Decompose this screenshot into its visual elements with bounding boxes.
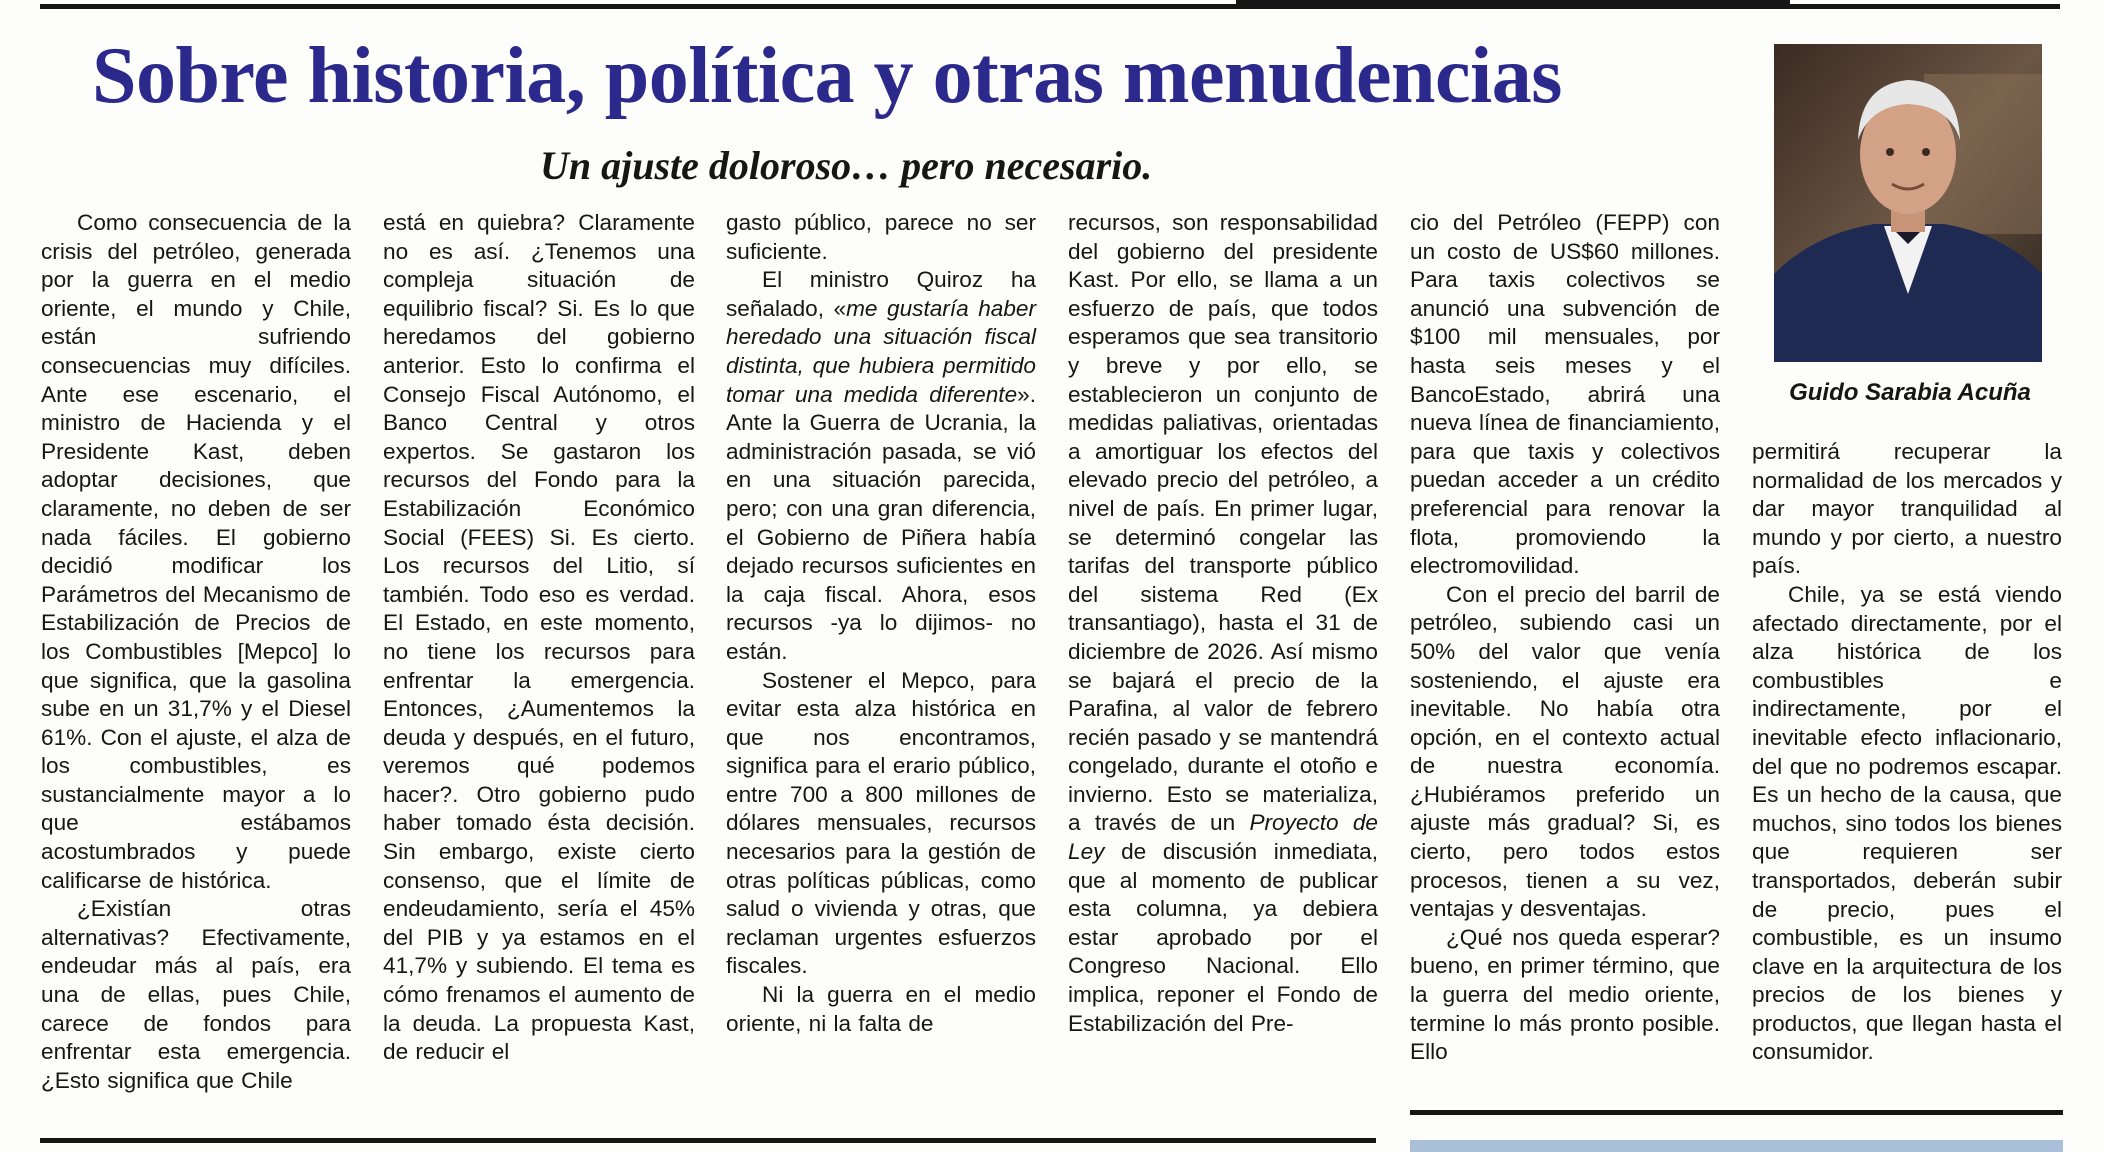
author-portrait-icon bbox=[1774, 44, 2042, 362]
paragraph: gasto público, parece no ser suficiente. bbox=[726, 210, 1036, 264]
paragraph-quote bbox=[726, 266, 1036, 666]
paragraph: Chile, ya se está viendo afectado directamente, por el alza histórica de los combustibles e indirectamente, por el inevitable efecto inflacionario, del que no podremos escapar. Es un hecho de la causa, que muchos, sino todos los bienes que requieren ser transportados, deberán subir de precio, pues el combustible, es un insumo clave en la arquitectura de los precios de los bienes y productos, que llegan hasta el consumidor. bbox=[1752, 581, 2062, 1065]
author-caption: Guido Sarabia Acuña bbox=[1789, 379, 2031, 406]
headline: Sobre historia, política y otras menudencias bbox=[92, 32, 1562, 120]
author-photo bbox=[1774, 44, 2042, 362]
article-column-3 bbox=[726, 209, 1036, 1038]
italic-text: Proyecto de Ley bbox=[1068, 810, 1378, 865]
quote-outro: ». Ante la Guerra de Ucrania, la administración pasada, se vió en una situación parecida, pero; con una gran diferencia, el Gobierno de Piñera había dejado recursos suficientes en la caja fiscal. Ahora, esos recursos -ya lo dijimos- no están. bbox=[726, 381, 1036, 664]
text-run: recursos, son responsabilidad del gobierno del presidente Kast. Por ello, se llama a un esfuerzo de país, que todos esperamos que sea transitorio y breve y por ello, se establecieron un conjunto de medidas paliativas, orientadas a amortiguar los efectos del elevado precio del petróleo, a nivel de país. En primer lugar, se determinó congelar las tarifas del transporte público del sistema Red (Ex transantiago), hasta el 31 de diciembre de 2026. Así mismo se bajará el precio de la Parafina, al valor de febrero recién pasado y se mantendrá congelado, durante el otoño e invierno. Esto se materializa, a través de un bbox=[1068, 210, 1378, 836]
quote-intro: El ministro Quiroz ha señalado, « bbox=[726, 267, 1036, 321]
paragraph bbox=[1068, 209, 1378, 1038]
top-rule-block bbox=[1236, 0, 1790, 8]
next-image-edge bbox=[1410, 1140, 2063, 1152]
paragraph: ¿Existían otras alternativas? Efectivamente, endeudar más al país, era una de ellas, pues Chile, carece de fondos para enfrentar esta emergencia. ¿Esto significa que Chile bbox=[41, 896, 351, 1093]
column-rule bbox=[1410, 1110, 2063, 1115]
subheadline: Un ajuste doloroso… pero necesario. bbox=[540, 143, 1153, 188]
article-column-6 bbox=[1752, 438, 2062, 1067]
article-column-5 bbox=[1410, 209, 1720, 1067]
article-column-4 bbox=[1068, 209, 1378, 1038]
paragraph: Con el precio del barril de petróleo, subiendo casi un 50% del valor que venía sosteniendo, el ajuste era inevitable. No había otra opción, en el contexto actual de nuestra economía. ¿Hubiéramos preferido un ajuste más gradual? Si, es cierto, pero todos estos procesos, tienen a su vez, ventajas y desventajas. bbox=[1410, 581, 1720, 922]
article-column-2 bbox=[383, 209, 695, 1067]
bottom-rule bbox=[40, 1138, 1376, 1143]
paragraph: Sostener el Mepco, para evitar esta alza histórica en que nos encontramos, significa para el erario público, entre 700 a 800 millones de dólares mensuales, recursos necesarios para la gestión de otras políticas públicas, como salud o vivienda y otras, que reclaman urgentes esfuerzos fiscales. bbox=[726, 667, 1036, 979]
paragraph: Como consecuencia de la crisis del petróleo, generada por la guerra en el medio oriente, el mundo y Chile, están sufriendo consecuencias muy difíciles. Ante ese escenario, el ministro de Hacienda y el Presidente Kast, deben adoptar decisiones, que claramente, no deben de ser nada fáciles. El gobierno decidió modificar los Parámetros del Mecanismo de Estabilización de Precios de los Combustibles [Mepco] lo que significa, que la gasolina sube en un 31,7% y el Diesel 61%. Con el ajuste, el alza de los combustibles, es sustancialmente mayor a lo que estábamos acostumbrados y puede calificarse de histórica. bbox=[41, 210, 351, 893]
paragraph: cio del Petróleo (FEPP) con un costo de US$60 millones. Para taxis colectivos se anunció una subvención de $100 mil mensuales, por hasta seis meses y el BancoEstado, abrirá una nueva línea de financiamiento, para que taxis y colectivos puedan acceder a un crédito preferencial para renovar la flota, promoviendo la electromovilidad. bbox=[1410, 210, 1720, 579]
paragraph: está en quiebra? Claramente no es así. ¿Tenemos una compleja situación de equilibrio fiscal? Si. Es lo que heredamos del gobierno anterior. Esto lo confirma el Consejo Fiscal Autónomo, el Banco Central y otros expertos. Se gastaron los recursos del Fondo para la Estabilización Económico Social (FEES) Si. Es cierto. Los recursos del Litio, sí también. Todo eso es verdad. El Estado, en este momento, no tiene los recursos para enfrentar la emergencia. Entonces, ¿Aumentemos la deuda y después, en el futuro, veremos qué podemos hacer?. Otro gobierno pudo haber tomado ésta decisión. Sin embargo, existe cierto consenso, que el límite de endeudamiento, sería el 45% del PIB y ya estamos en el 41,7% y subiendo. El tema es cómo frenamos el aumento de la deuda. La propuesta Kast, de reducir el bbox=[383, 210, 695, 1065]
paragraph: permitirá recuperar la normalidad de los mercados y dar mayor tranquilidad al mundo y por cierto, a nuestro país. bbox=[1752, 439, 2062, 579]
quote-text: me gustaría haber heredado una situación fiscal distinta, que hubiera permitido tomar una medida diferente bbox=[726, 295, 1036, 407]
article-column-1 bbox=[41, 209, 351, 1095]
paragraph: ¿Qué nos queda esperar? bueno, en primer término, que la guerra del medio oriente, termine lo más pronto posible. Ello bbox=[1410, 924, 1720, 1065]
paragraph: Ni la guerra en el medio oriente, ni la falta de bbox=[726, 982, 1036, 1036]
text-run: de discusión inmediata, que al momento de publicar esta columna, ya debiera estar aprobado por el Congreso Nacional. Ello implica, reponer el Fondo de Estabilización del Pre- bbox=[1068, 839, 1378, 1036]
